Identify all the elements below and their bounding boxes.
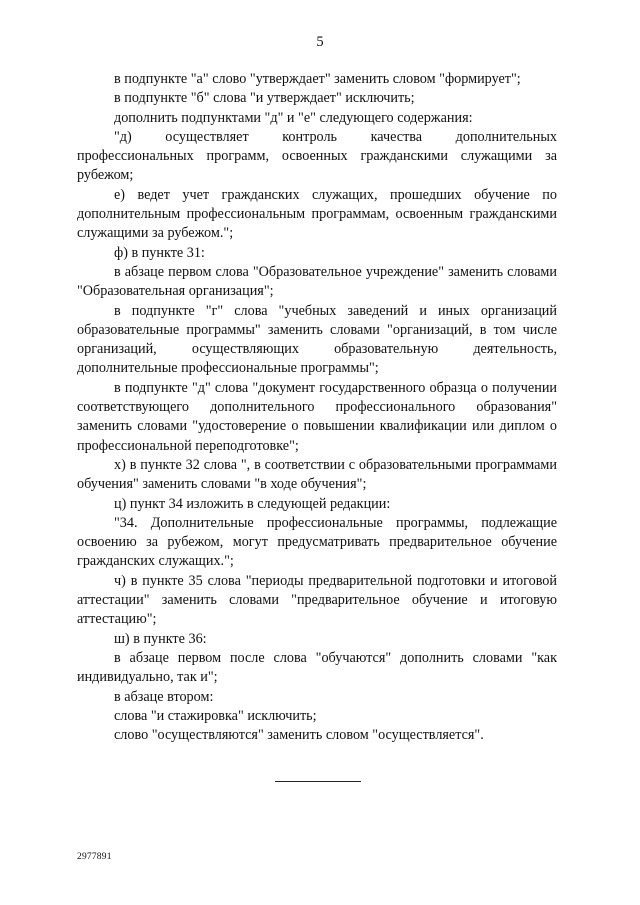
paragraph-13: ч) в пункте 35 слова "периоды предварительной подготовки и итоговой аттестации" заменить словами "предварительное обучение и итоговую аттестацию"; bbox=[77, 572, 557, 628]
document-id: 2977891 bbox=[77, 852, 112, 862]
paragraph-7: в абзаце первом слова "Образовательное учреждение" заменить словами "Образовательная организация"; bbox=[77, 263, 557, 300]
paragraph-9: в подпункте "д" слова "документ государственного образца о получении соответствующего дополнительного профессионального образования" заменить словами "удостоверение о повышении квалификации или диплом о профессиональной переподготовке"; bbox=[77, 379, 557, 454]
paragraph-1: в подпункте "а" слово "утверждает" заменить словом "формирует"; bbox=[114, 71, 521, 87]
paragraph-3: дополнить подпунктами "д" и "е" следующего содержания: bbox=[114, 109, 473, 126]
document-body bbox=[77, 70, 557, 745]
paragraph-4: "д) осуществляет контроль качества дополнительных профессиональных программ, освоенных гражданскими служащими за рубежом; bbox=[77, 128, 557, 184]
paragraph-12: "34. Дополнительные профессиональные программы, подлежащие освоению за рубежом, могут предусматривать предварительное обучение гражданских служащих."; bbox=[77, 514, 557, 570]
page-number: 5 bbox=[316, 34, 324, 50]
paragraph-14: ш) в пункте 36: bbox=[114, 630, 207, 647]
end-divider-line bbox=[275, 781, 361, 782]
paragraph-15: в абзаце первом после слова "обучаются" дополнить словами "как индивидуально, так и"; bbox=[77, 649, 557, 686]
paragraph-17: слова "и стажировка" исключить; bbox=[114, 707, 317, 724]
paragraph-6: ф) в пункте 31: bbox=[114, 244, 205, 261]
paragraph-8: в подпункте "г" слова "учебных заведений и иных организаций образовательные программы" заменить словами "организаций, в том числе организаций, осуществляющих образовательную деятельность, дополнительные профессиональные программы"; bbox=[77, 302, 557, 377]
paragraph-2: в подпункте "б" слова "и утверждает" исключить; bbox=[114, 90, 415, 107]
paragraph-16: в абзаце втором: bbox=[114, 688, 214, 705]
paragraph-5: е) ведет учет гражданских служащих, прошедших обучение по дополнительным профессиональным программам, освоенным гражданскими служащими за рубежом."; bbox=[77, 186, 557, 242]
paragraph-10: х) в пункте 32 слова ", в соответствии с образовательными программами обучения" заменить словами "в ходе обучения"; bbox=[77, 456, 557, 493]
paragraph-18: слово "осуществляются" заменить словом "осуществляется". bbox=[114, 727, 484, 744]
paragraph-11: ц) пункт 34 изложить в следующей редакции: bbox=[114, 495, 391, 512]
